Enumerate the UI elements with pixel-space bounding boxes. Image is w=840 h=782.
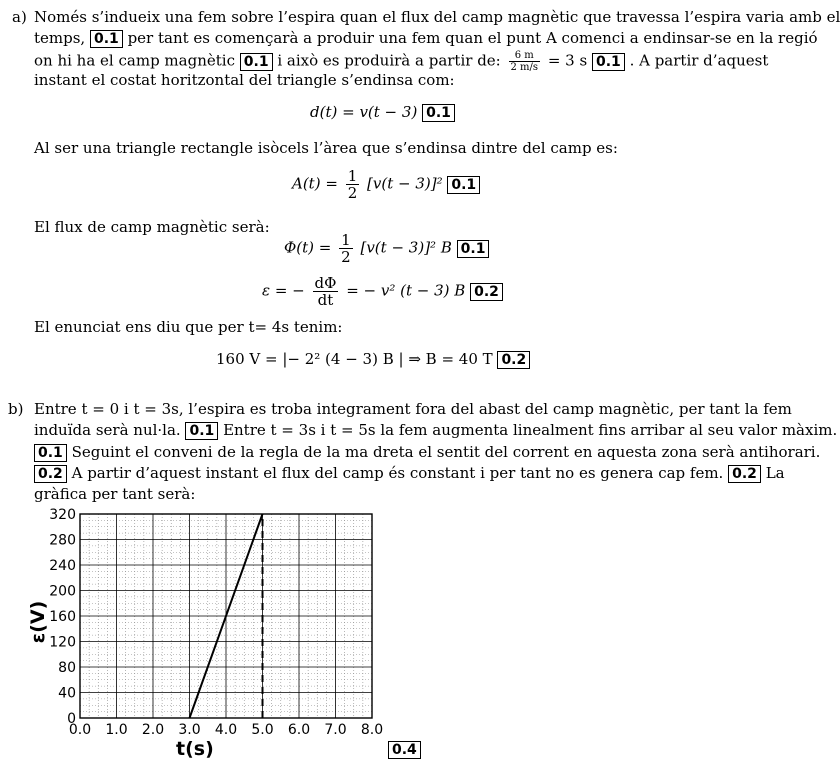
part-a-line-3: [34, 50, 768, 73]
fraction-denominator: dt: [317, 291, 334, 309]
text: on hi ha el camp magnètic: [34, 51, 235, 70]
equation-text: = − v² (t − 3) B: [346, 281, 466, 300]
x-tick-label: 7.0: [324, 722, 347, 738]
part-a-line-4: instant el costat horitzontal del triangle s’endinsa com:: [34, 71, 455, 89]
fraction: [339, 232, 353, 265]
fraction-numerator: 6 m: [509, 50, 541, 62]
equation-emf: [262, 275, 503, 308]
fraction-numerator: dΦ: [314, 274, 337, 292]
equation-d: [310, 103, 455, 122]
fraction-numerator: 1: [341, 231, 351, 249]
text: . A partir d’aquest: [629, 51, 769, 70]
y-tick-label: 320: [49, 507, 76, 523]
equation-text: 160 V = |− 2² (4 − 3) B | ⇒ B = 40 T: [216, 350, 493, 368]
equation-text: A(t) =: [292, 174, 338, 193]
y-tick-label: 0: [67, 711, 76, 727]
y-tick-label: 200: [49, 583, 76, 600]
score-box: 0.4: [388, 741, 421, 759]
emf-chart: [20, 502, 400, 762]
score-box: 0.1: [240, 53, 273, 71]
fraction: [346, 168, 360, 201]
area-text: Al ser una triangle rectangle isòcels l’àrea que s’endinsa dintre del camp es:: [34, 139, 618, 157]
score-box: 0.2: [470, 283, 503, 301]
part-b-line-3: [34, 443, 820, 462]
score-box: 0.1: [447, 176, 480, 194]
y-axis-label: ε(V): [27, 600, 49, 644]
y-tick-label: 280: [49, 532, 76, 549]
y-tick-label: 240: [49, 558, 76, 574]
text: A partir d’aquest instant el flux del camp és constant i per tant no es genera cap fem.: [71, 464, 724, 482]
part-b-line-2: [34, 421, 837, 440]
x-tick-label: 6.0: [287, 722, 311, 738]
part-b-line-5: gràfica per tant serà:: [34, 485, 196, 503]
score-box: 0.1: [90, 30, 123, 48]
text: = 3 s: [547, 51, 588, 70]
part-b-label: b): [8, 400, 24, 418]
equation-text: d(t) = v(t − 3): [310, 103, 418, 121]
part-a-line-2: [34, 29, 818, 48]
fraction: [313, 275, 339, 308]
equation-text: [v(t − 3)]²: [367, 174, 443, 193]
text: La: [765, 464, 785, 482]
fraction-denominator: 2: [347, 184, 358, 202]
y-tick-label: 80: [58, 660, 76, 676]
enunciat-text: El enunciat ens diu que per t= 4s tenim:: [34, 318, 343, 336]
text: Entre t = 3s i t = 5s la fem augmenta linealment fins arribar al seu valor màxim.: [223, 421, 838, 439]
x-tick-label: 5.0: [251, 722, 274, 738]
equation-text: ε = −: [262, 281, 305, 300]
y-tick-label: 120: [49, 634, 76, 651]
fraction-numerator: 1: [347, 167, 358, 185]
text: i això es produirà a partir de:: [277, 51, 501, 70]
fraction-denominator: 2 m/s: [510, 62, 539, 73]
y-tick-label: 160: [49, 609, 76, 625]
x-tick-label: 0.0: [68, 722, 92, 738]
part-b-line-4: [34, 464, 785, 483]
text: Seguint el conveni de la regla de la ma dreta el sentit del corrent en aquesta zona serà antihorari.: [71, 443, 821, 461]
equation-text: [v(t − 3)]² B: [360, 238, 452, 257]
part-b-line-1: Entre t = 0 i t = 3s, l’espira es troba integrament fora del abast del camp magnètic, per tant la fem: [34, 400, 792, 418]
y-tick-label: 40: [58, 685, 76, 702]
x-tick-label: 2.0: [141, 722, 165, 738]
score-box: 0.1: [185, 422, 218, 440]
chart-ticks: [49, 507, 383, 738]
text: temps,: [34, 29, 86, 47]
x-tick-label: 8.0: [360, 722, 384, 738]
x-axis-label: t(s): [176, 738, 214, 760]
fraction-denominator: 2: [341, 248, 351, 266]
score-box: 0.1: [592, 53, 625, 71]
x-tick-label: 3.0: [178, 722, 201, 738]
part-a-line-1: Només s’indueix una fem sobre l’espira quan el flux del camp magnètic que travessa l’espira varia amb el: [34, 8, 840, 26]
equation-area: [292, 168, 480, 201]
score-box: 0.2: [728, 465, 761, 483]
score-box: 0.1: [457, 240, 490, 258]
text: induïda serà nul·la.: [34, 421, 181, 439]
fraction: [509, 50, 541, 73]
flux-text: El flux de camp magnètic serà:: [34, 218, 270, 236]
part-a-label: a): [12, 8, 27, 26]
score-box: 0.1: [34, 444, 67, 462]
text: per tant es començarà a produir una fem quan el punt A comenci a endinsar-se en la regió: [127, 29, 818, 47]
x-tick-label: 4.0: [214, 722, 238, 738]
equation-b-value: [216, 350, 530, 369]
score-box: 0.2: [497, 351, 530, 369]
x-tick-label: 1.0: [105, 722, 128, 738]
final-score: [388, 740, 421, 759]
score-box: 0.1: [422, 104, 455, 122]
score-box: 0.2: [34, 465, 67, 483]
equation-flux: [284, 232, 489, 265]
equation-text: Φ(t) =: [284, 238, 332, 257]
